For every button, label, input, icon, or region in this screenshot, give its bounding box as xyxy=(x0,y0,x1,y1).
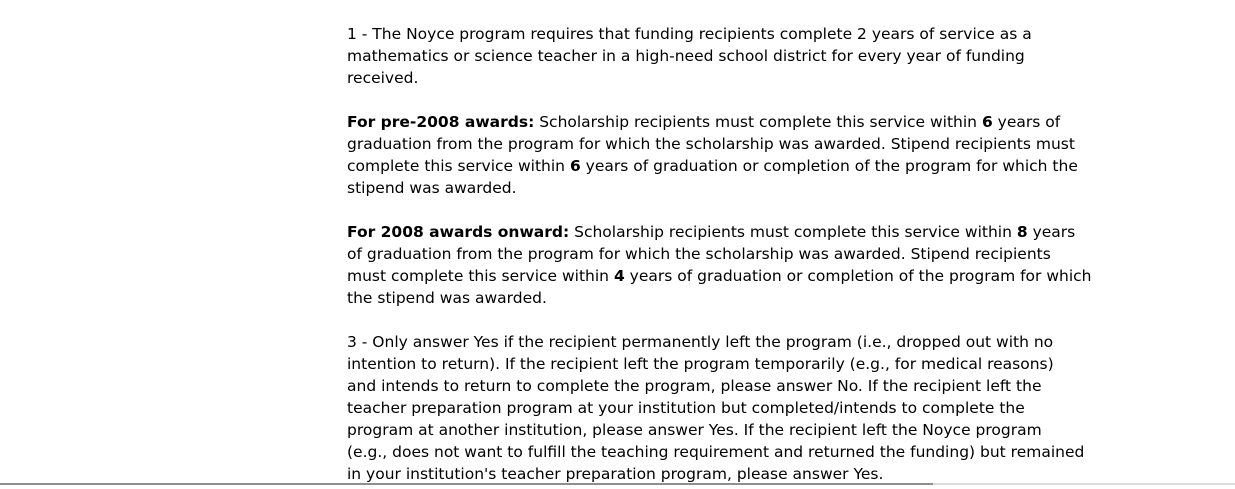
text-run: the stipend was awarded. xyxy=(347,289,547,307)
text-run: years of graduation or completion of the program for which xyxy=(624,267,1092,285)
text-run: Scholarship recipients must complete this service within xyxy=(534,113,982,131)
text-run: in your institution's teacher preparation program, please answer Yes. xyxy=(347,465,884,483)
footnote-1 xyxy=(347,23,1227,89)
text-line xyxy=(347,133,1227,155)
text-run: of graduation from the program for which the scholarship was awarded. Stipend recipients xyxy=(347,245,1051,263)
text-run: program at another institution, please answer Yes. If the recipient left the Noyce program xyxy=(347,421,1042,439)
bold-text-run: 6 xyxy=(981,113,993,131)
footnotes-panel xyxy=(347,23,1227,485)
bold-text-run: For pre-2008 awards: xyxy=(347,113,535,131)
text-run: teacher preparation program at your institution but completed/intends to complete the xyxy=(347,399,1025,417)
text-run: graduation from the program for which the scholarship was awarded. Stipend recipients must xyxy=(347,135,1075,153)
text-line xyxy=(347,353,1227,375)
text-line xyxy=(347,23,1227,45)
bold-text-run: 8 xyxy=(1016,223,1028,241)
text-run: stipend was awarded. xyxy=(347,179,517,197)
horizontal-scrollbar-track[interactable] xyxy=(933,483,1235,485)
text-line xyxy=(347,155,1227,177)
text-line xyxy=(347,419,1227,441)
text-run: years of graduation or completion of the program for which the xyxy=(580,157,1078,175)
text-line xyxy=(347,265,1227,287)
bold-text-run: For 2008 awards onward: xyxy=(347,223,570,241)
text-line xyxy=(347,177,1227,199)
text-run: received. xyxy=(347,69,419,87)
text-run: 3 - Only answer Yes if the recipient permanently left the program (i.e., dropped out with no xyxy=(347,333,1054,351)
text-line xyxy=(347,67,1227,89)
text-run: years of xyxy=(992,113,1061,131)
footnote-2008-awards-onward xyxy=(347,221,1227,309)
text-run: (e.g., does not want to fulfill the teaching requirement and returned the funding) but remained xyxy=(347,443,1085,461)
text-run: intention to return). If the recipient left the program temporarily (e.g., for medical reasons) xyxy=(347,355,1054,373)
horizontal-scrollbar-thumb[interactable] xyxy=(0,483,933,485)
text-run: and intends to return to complete the program, please answer No. If the recipient left the xyxy=(347,377,1042,395)
text-line xyxy=(347,397,1227,419)
text-run: Scholarship recipients must complete this service within xyxy=(569,223,1017,241)
text-line xyxy=(347,331,1227,353)
footnote-pre-2008-awards xyxy=(347,111,1227,199)
text-run: mathematics or science teacher in a high-need school district for every year of funding xyxy=(347,47,1025,65)
text-run: must complete this service within xyxy=(347,267,614,285)
text-line xyxy=(347,463,1227,485)
text-line xyxy=(347,287,1227,309)
footnote-3 xyxy=(347,331,1227,485)
text-run: complete this service within xyxy=(347,157,570,175)
text-line xyxy=(347,375,1227,397)
text-line xyxy=(347,45,1227,67)
text-line xyxy=(347,111,1227,133)
text-run: 1 - The Noyce program requires that funding recipients complete 2 years of service as a xyxy=(347,25,1032,43)
text-line xyxy=(347,243,1227,265)
text-line xyxy=(347,441,1227,463)
text-line xyxy=(347,221,1227,243)
bold-text-run: 4 xyxy=(613,267,625,285)
text-run: years xyxy=(1027,223,1076,241)
bold-text-run: 6 xyxy=(569,157,581,175)
